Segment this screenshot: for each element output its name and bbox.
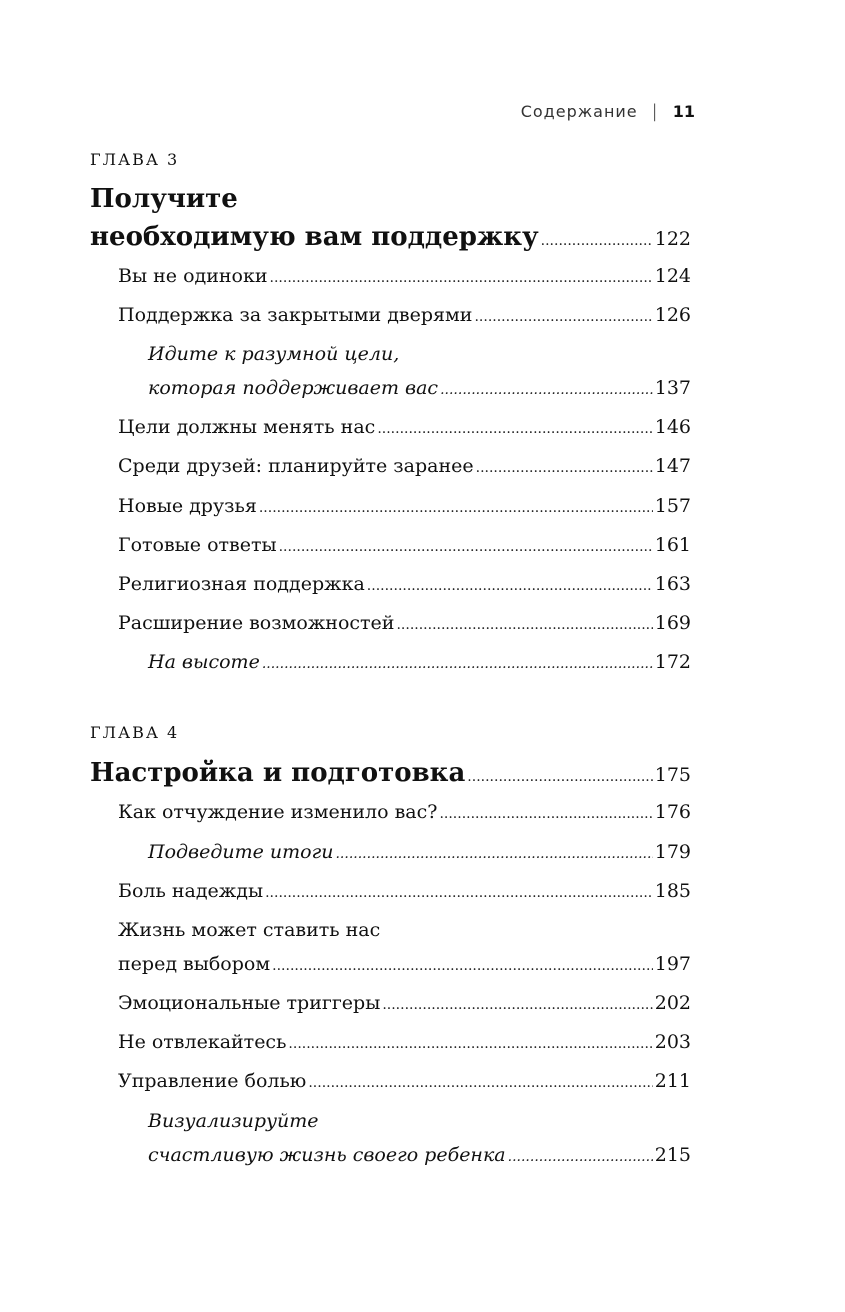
dot-leader	[288, 1036, 652, 1052]
dot-leader	[508, 1149, 653, 1165]
dot-leader	[335, 846, 652, 862]
dot-leader	[382, 997, 652, 1013]
dot-leader	[279, 539, 653, 555]
toc-entry-page: 137	[654, 377, 691, 399]
toc-entry-chapter-4-title[interactable]	[90, 758, 691, 788]
toc-entry-text: Как отчуждение изменило вас?	[118, 801, 438, 823]
dot-leader	[440, 382, 653, 398]
toc-entry[interactable]	[118, 304, 691, 326]
toc-entry-text: Готовые ответы	[118, 534, 277, 556]
toc-entry-text: Религиозная поддержка	[118, 573, 365, 595]
toc-entry-page: 185	[654, 880, 691, 902]
toc-entry-text: Не отвлекайтесь	[118, 1031, 287, 1053]
dot-leader	[270, 270, 653, 286]
toc-entry-page: 126	[654, 304, 691, 326]
toc-entry-text: Подведите итоги	[148, 841, 334, 863]
toc-entry-text: которая поддерживает вас	[148, 377, 439, 399]
toc-entry-page: 157	[654, 495, 691, 517]
toc-entry[interactable]	[118, 573, 691, 595]
dot-leader	[377, 421, 652, 437]
toc-entry-text: Цели должны менять нас	[118, 416, 376, 438]
toc-entry-page: 163	[654, 573, 691, 595]
toc-entry-page: 215	[654, 1144, 691, 1166]
toc-entry[interactable]	[118, 992, 691, 1014]
toc-entry[interactable]	[118, 455, 691, 477]
toc-entry-text: необходимую вам поддержку	[90, 222, 539, 252]
header-separator: |	[651, 101, 659, 122]
toc-entry-page: 169	[654, 612, 691, 634]
toc-entry[interactable]	[148, 1144, 691, 1166]
toc-entry[interactable]	[118, 880, 691, 902]
toc-entry-text: На высоте	[148, 651, 260, 673]
dot-leader	[396, 617, 652, 633]
toc-entry[interactable]	[148, 377, 691, 399]
toc-entry[interactable]	[148, 651, 691, 673]
header-section-title: Содержание	[520, 102, 638, 121]
toc-entry-page: 179	[654, 841, 691, 863]
toc-entry[interactable]	[118, 495, 691, 517]
toc-entry-text: счастливую жизнь своего ребенка	[148, 1144, 506, 1166]
running-header	[521, 101, 695, 122]
dot-leader	[541, 233, 653, 249]
toc-entry-page: 203	[654, 1031, 691, 1053]
toc-entry-text: Среди друзей: планируйте заранее	[118, 455, 474, 477]
toc-entry-page: 122	[654, 228, 691, 250]
toc-entry[interactable]	[148, 841, 691, 863]
dot-leader	[262, 656, 653, 672]
toc-entry-text-line1: Визуализируйте	[148, 1110, 319, 1132]
toc-entry-page: 161	[654, 534, 691, 556]
toc-entry-page: 172	[654, 651, 691, 673]
toc-entry-page: 175	[654, 764, 691, 786]
dot-leader	[439, 806, 652, 822]
toc-entry-text-line1: Идите к разумной цели,	[148, 343, 400, 365]
toc-entry-text: Расширение возможностей	[118, 612, 395, 634]
toc-entry-text: Эмоциональные триггеры	[118, 992, 381, 1014]
chapter-4-label: ГЛАВА 4	[90, 723, 180, 742]
toc-entry-text: Вы не одиноки	[118, 265, 268, 287]
toc-entry[interactable]	[118, 953, 691, 975]
toc-entry-page: 146	[654, 416, 691, 438]
dot-leader	[474, 309, 652, 325]
toc-entry-page: 176	[654, 801, 691, 823]
toc-entry[interactable]	[118, 416, 691, 438]
toc-entry-chapter-3-title[interactable]	[90, 222, 691, 252]
toc-entry-text: перед выбором	[118, 953, 271, 975]
dot-leader	[259, 500, 653, 516]
toc-entry-text: Управление болью	[118, 1070, 307, 1092]
header-page-number: 11	[672, 102, 695, 121]
toc-entry-page: 202	[654, 992, 691, 1014]
toc-entry[interactable]	[118, 265, 691, 287]
toc-entry-text: Поддержка за закрытыми дверями	[118, 304, 473, 326]
toc-entry-page: 147	[654, 455, 691, 477]
dot-leader	[367, 578, 653, 594]
toc-entry[interactable]	[118, 1070, 691, 1092]
dot-leader	[265, 885, 653, 901]
chapter-3-title-line1: Получите	[90, 184, 238, 214]
toc-entry-text-line1: Жизнь может ставить нас	[118, 919, 381, 941]
dot-leader	[272, 958, 653, 974]
toc-entry[interactable]	[118, 534, 691, 556]
toc-entry-page: 211	[654, 1070, 691, 1092]
toc-entry[interactable]	[118, 801, 691, 823]
dot-leader	[476, 460, 653, 476]
toc-entry[interactable]	[118, 612, 691, 634]
toc-entry-text: Боль надежды	[118, 880, 264, 902]
toc-entry-page: 124	[654, 265, 691, 287]
toc-entry-page: 197	[654, 953, 691, 975]
toc-entry[interactable]	[118, 1031, 691, 1053]
dot-leader	[308, 1075, 652, 1091]
toc-entry-text: Настройка и подготовка	[90, 758, 466, 788]
toc-entry-text: Новые друзья	[118, 495, 257, 517]
chapter-3-label: ГЛАВА 3	[90, 150, 180, 169]
dot-leader	[467, 769, 652, 785]
